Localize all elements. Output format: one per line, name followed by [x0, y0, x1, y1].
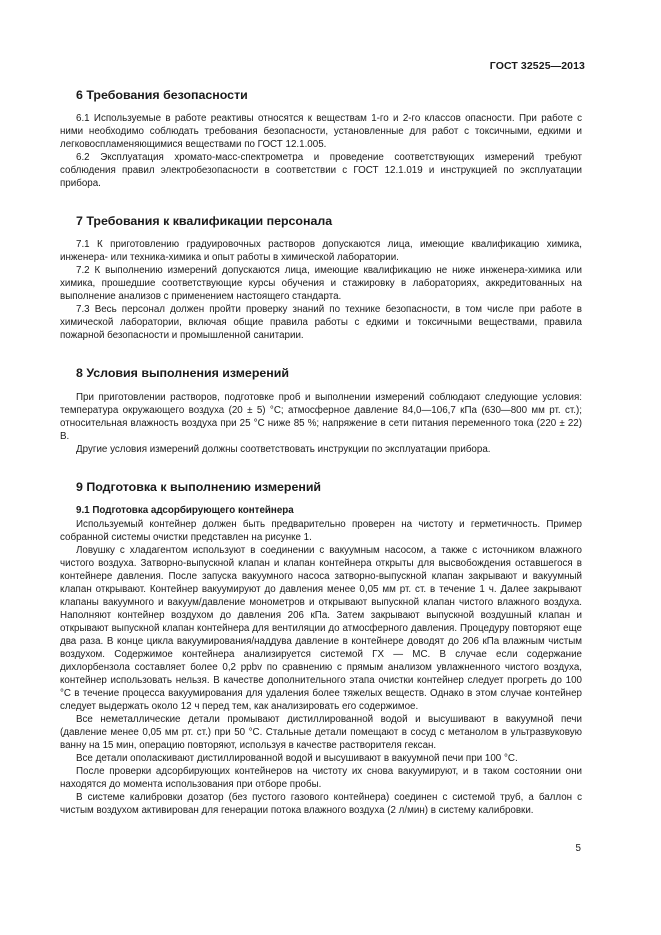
section-9 [60, 480, 582, 817]
document-code: ГОСТ 32525—2013 [489, 60, 585, 72]
section-8 [60, 366, 582, 456]
section-title: 6 Требования безопасности [76, 88, 248, 102]
subsection-title: 9.1 Подготовка адсорбирующего контейнера [76, 505, 294, 516]
section-title: 9 Подготовка к выполнению измерений [76, 480, 322, 494]
page-content [60, 88, 582, 817]
paragraph: Используемый контейнер должен быть предварительно проверен на чистоту и герметичность. Пример собранной системы очистки представлен на рисунке 1. [60, 519, 582, 543]
section-7 [60, 214, 582, 342]
paragraph: Другие условия измерений должны соответствовать инструкции по эксплуатации прибора. [76, 444, 491, 455]
paragraph: После проверки адсорбирующих контейнеров на чистоту их снова вакуумируют, и в таком состоянии они находятся до момента использования при отборе пробы. [60, 766, 582, 790]
paragraph: 7.1 К приготовлению градуировочных растворов допускаются лица, имеющие квалификацию химика, инженера- или техника-химика и опыт работы в химической лаборатории. [60, 239, 582, 263]
paragraph: 6.2 Эксплуатация хромато-масс-спектрометра и проведение соответствующих измерений требуют соблюдения правил электробезопасности в соответствии с ГОСТ 12.1.019 и инструкцией по эксплуатации прибора. [60, 152, 582, 189]
paragraph: 7.3 Весь персонал должен пройти проверку знаний по технике безопасности, в том числе при работе в химической лаборатории, включая общие правила работы с едкими и токсичными веществами, правила пожарной безопасности и промышленной санитарии. [60, 304, 582, 341]
paragraph: В системе калибровки дозатор (без пустого газового контейнера) соединен с системой труб, а баллон с чистым воздухом активирован для генерации потока влажного воздуха (2 л/мин) в систему калибровки. [60, 792, 582, 816]
section-title: 7 Требования к квалификации персонала [76, 214, 333, 228]
page-number: 5 [575, 843, 581, 854]
section-6 [60, 88, 582, 190]
paragraph: При приготовлении растворов, подготовке проб и выполнении измерений соблюдают следующие условия: температура окружающего воздуха (20 ± 5) °С; атмосферное давление 84,0—106,7 кПа (630—800 мм рт. ст.); относительная влажность воздуха при 25 °С ниже 85 %; напряжение в сети питания переменного тока (220 ± 22) В. [60, 392, 582, 442]
section-title: 8 Условия выполнения измерений [76, 366, 289, 380]
paragraph: Все неметаллические детали промывают дистиллированной водой и высушивают в вакуумной печи (давление менее 0,05 мм рт. ст.) при 50 °С. Стальные детали помещают в сосуд с метанолом в ультразвуковую ванну на 15 мин, операцию повторяют, используя в качестве растворителя гексан. [60, 714, 582, 751]
paragraph: 7.2 К выполнению измерений допускаются лица, имеющие квалификацию не ниже инженера-химика или химика, прошедшие соответствующие курсы обучения и стажировку в лабораториях, аккредитованных на выполнение анализов с применением настоящего стандарта. [60, 265, 582, 302]
paragraph: 6.1 Используемые в работе реактивы относятся к веществам 1-го и 2-го классов опасности. При работе с ними необходимо соблюдать требования безопасности, установленные для работ с токсичными, едкими и легковоспламеняющимися веществами по ГОСТ 12.1.005. [60, 113, 582, 150]
paragraph: Ловушку с хладагентом используют в соединении с вакуумным насосом, а также с источником влажного чистого воздуха. Затворно-выпускной клапан и клапан контейнера открыты для высвобождения оставшегося в контейнере давления. После запуска вакуумного насоса затворно-выпускной клапан закрывают и вакуумный клапан открывают. Контейнер вакуумируют до давления менее 0,05 мм рт. ст. в течение 1 ч. Далее закрывают клапаны вакуумного и вакуум/давление монометров и открывают выпускной клапан чистого влажного воздуха. Наполняют контейнер воздухом до давления 206 кПа. Затем закрывают выпускной воздушный клапан и открывают выпускной клапан контейнера для вентиляции до атмосферного давления. Процедуру повторяют еще два раза. В конце цикла вакуумирования/наддува давление в контейнере доводят до 206 кПа влажным чистым воздухом. Содержимое контейнера анализируется системой ГХ — МС. В случае если содержание дихлорбензола составляет более 0,2 ppbv по сравнению с прямым анализом увлажненного чистого воздуха, контейнер использовать нельзя. В качестве дополнительного этапа очистки контейнер следует прогреть до 100 °С в течение процесса вакуумирования для удаления более тяжелых веществ. Однако в этом случае контейнер следует выдержать около 12 ч перед тем, как анализировать его содержимое. [60, 545, 582, 712]
paragraph: Все детали ополаскивают дистиллированной водой и высушивают в вакуумной печи при 100 °С. [76, 753, 518, 764]
